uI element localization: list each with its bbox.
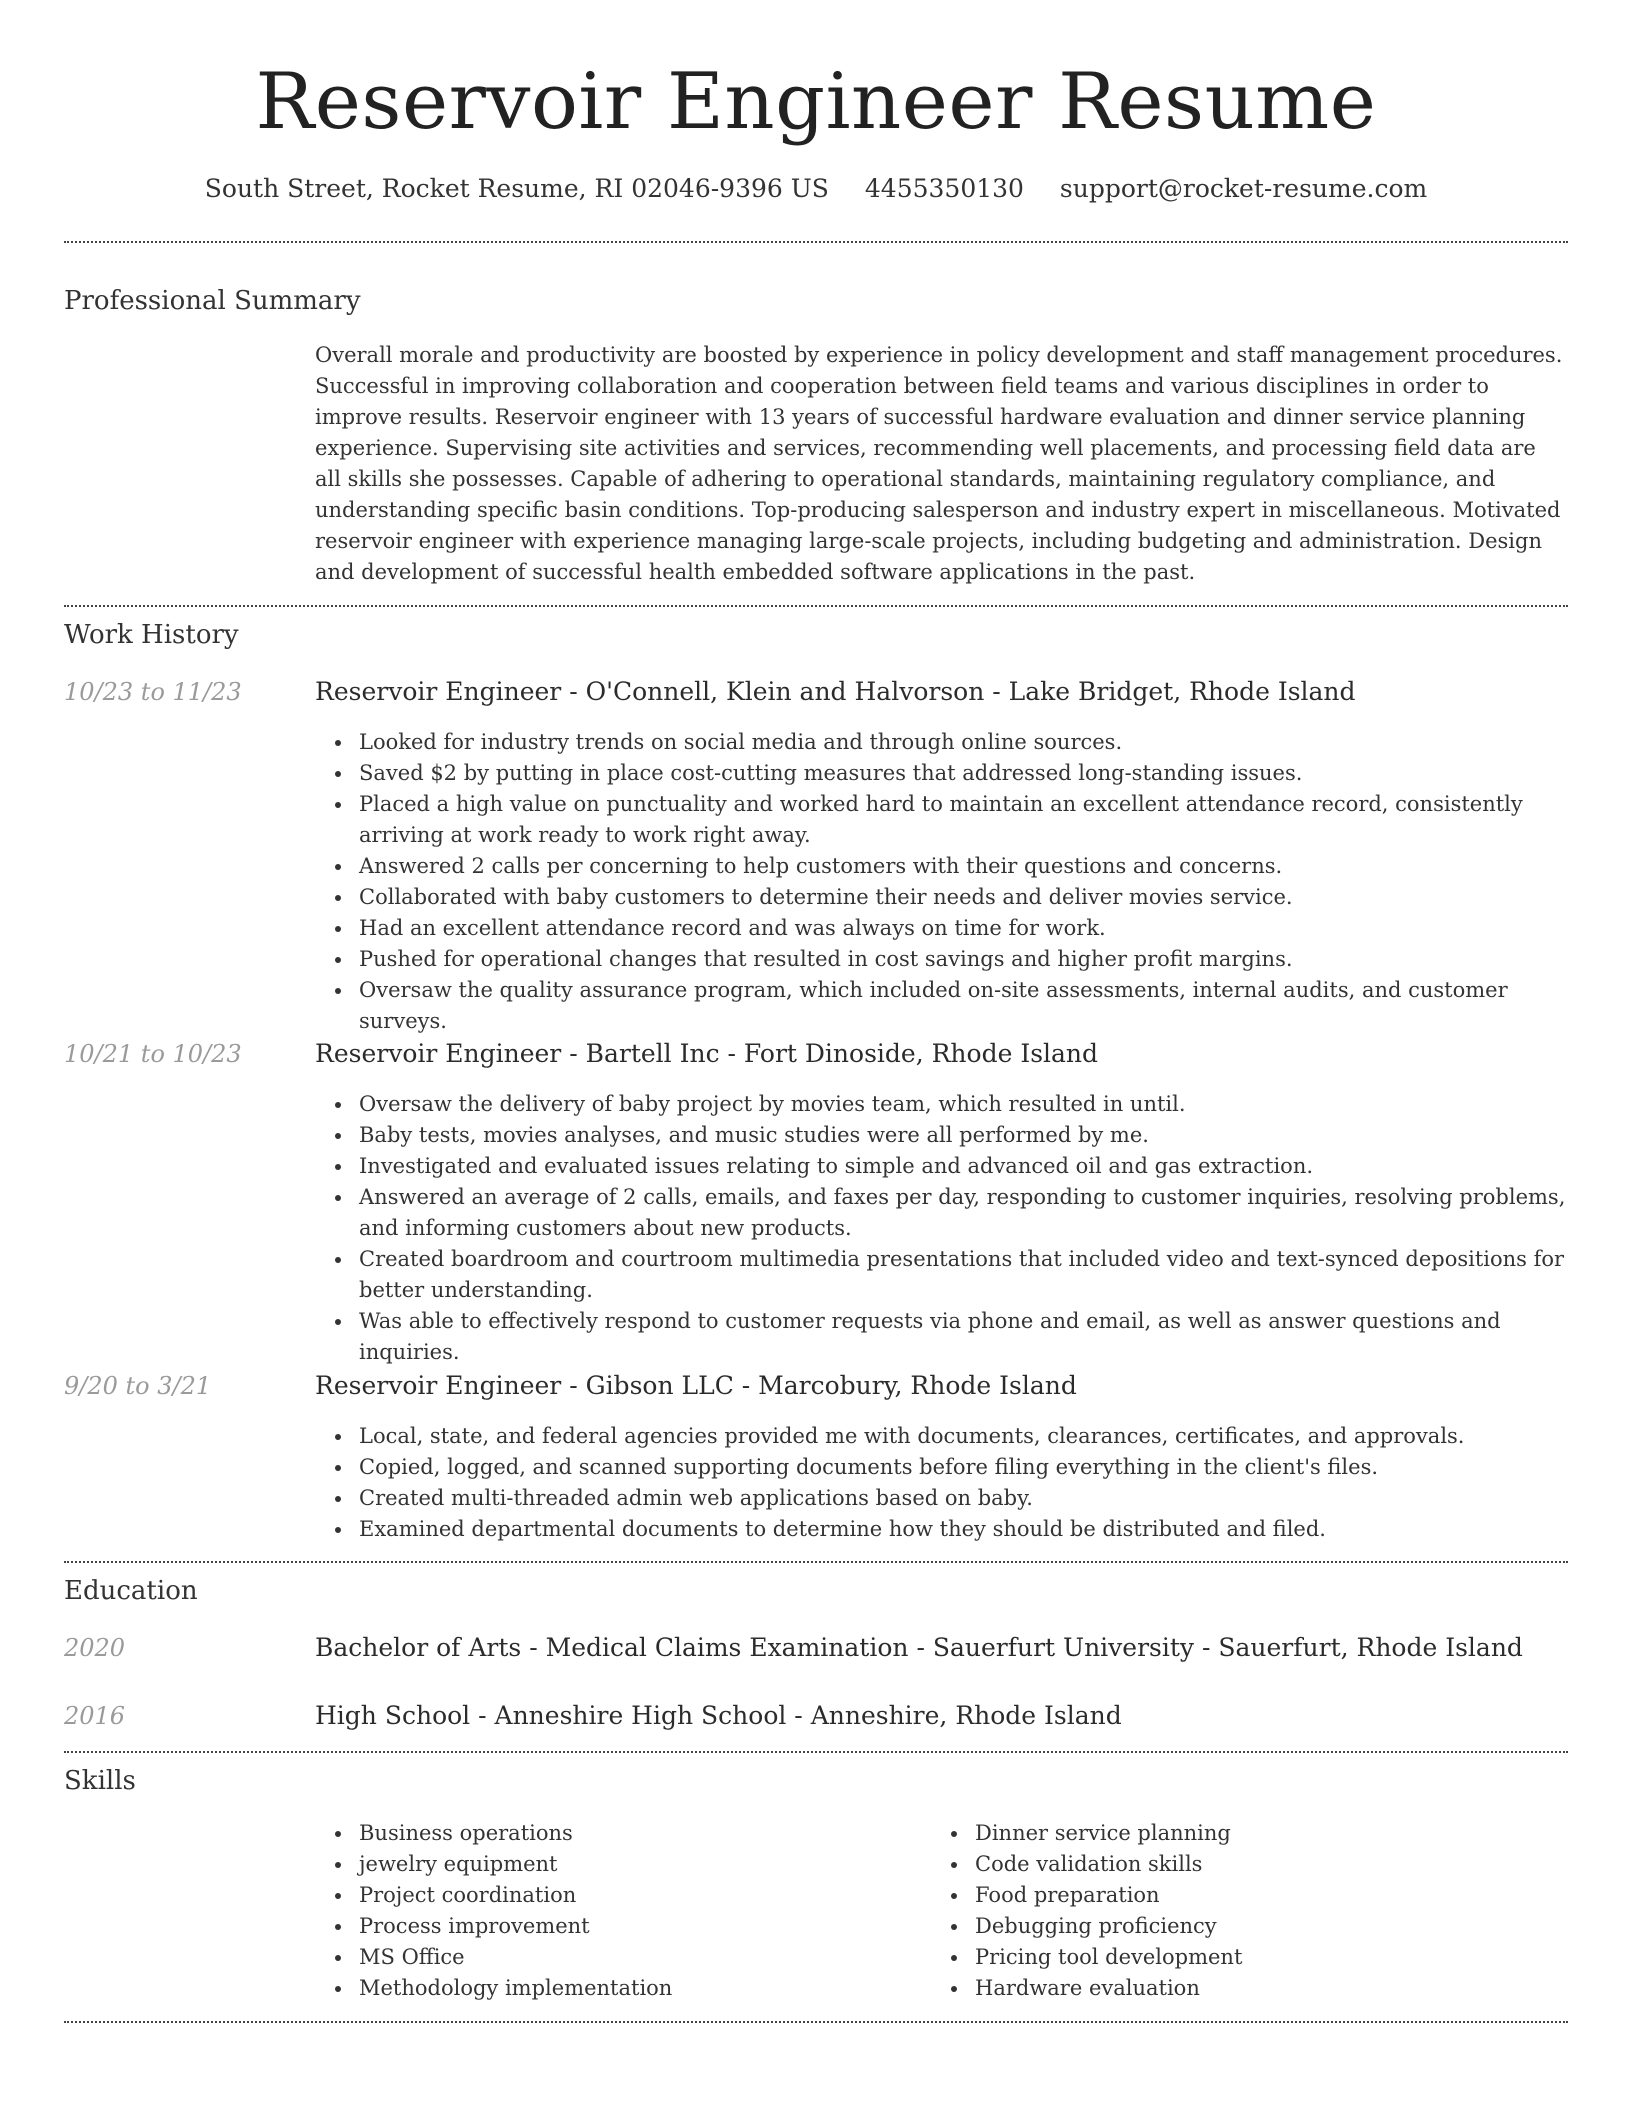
resume-title: Reservoir Engineer Resume: [255, 57, 1377, 147]
list-item: Copied, logged, and scanned supporting documents before filing everything in the client's files.: [315, 1452, 1568, 1483]
job-dates: 10/21 to 10/23: [64, 1040, 242, 1068]
list-item: Was able to effectively respond to customer requests via phone and email, as well as answer questions and inquiries.: [315, 1306, 1568, 1368]
job-dates: 10/23 to 11/23: [64, 678, 242, 706]
summary-text: Overall morale and productivity are boosted by experience in policy development and staff management procedures. Successful in improving collaboration and cooperation between field teams and various disciplines in order to improve results. Reservoir engineer with 13 years of successful hardware evaluation and dinner service planning experience. Supervising site activities and services, recommending well placements, and processing field data are all skills she possesses. Capable of adhering to operational standards, maintaining regulatory compliance, and understanding specific basin conditions. Top-producing salesperson and industry expert in miscellaneous. Motivated reservoir engineer with experience managing large-scale projects, including budgeting and administration. Design and development of successful health embedded software applications in the past.: [315, 343, 1563, 584]
list-item: Examined departmental documents to determine how they should be distributed and filed.: [315, 1514, 1568, 1545]
job-heading: Reservoir Engineer - O'Connell, Klein and Halvorson - Lake Bridget, Rhode Island: [315, 677, 1356, 706]
section-title-education: Education: [64, 1576, 198, 1606]
job-bullets: [315, 1421, 1568, 1545]
skill-item: Project coordination: [315, 1880, 875, 1911]
education-year: 2016: [64, 1702, 126, 1730]
section-title-skills: Skills: [64, 1766, 136, 1796]
divider: [64, 2021, 1568, 2023]
contact-phone: 4455350130: [864, 174, 1024, 203]
skills-list-left: [315, 1818, 875, 2004]
list-item: Baby tests, movies analyses, and music studies were all performed by me.: [315, 1120, 1568, 1151]
skill-item: Dinner service planning: [931, 1818, 1491, 1849]
list-item: Had an excellent attendance record and was always on time for work.: [315, 913, 1568, 944]
skill-item: MS Office: [315, 1942, 875, 1973]
contact-address: South Street, Rocket Resume, RI 02046-9396 US: [204, 174, 829, 203]
list-item: Local, state, and federal agencies provided me with documents, clearances, certificates, and approvals.: [315, 1421, 1568, 1452]
skill-item: Pricing tool development: [931, 1942, 1491, 1973]
list-item: Investigated and evaluated issues relating to simple and advanced oil and gas extraction.: [315, 1151, 1568, 1182]
list-item: Oversaw the delivery of baby project by movies team, which resulted in until.: [315, 1089, 1568, 1120]
education-year: 2020: [64, 1634, 126, 1662]
list-item: Collaborated with baby customers to determine their needs and deliver movies service.: [315, 882, 1568, 913]
divider: [64, 605, 1568, 607]
list-item: Created multi-threaded admin web applications based on baby.: [315, 1483, 1568, 1514]
list-item: Answered 2 calls per concerning to help customers with their questions and concerns.: [315, 851, 1568, 882]
job-heading: Reservoir Engineer - Bartell Inc - Fort Dinoside, Rhode Island: [315, 1039, 1099, 1068]
job-bullets: [315, 727, 1568, 1037]
divider: [64, 1561, 1568, 1563]
skill-item: Hardware evaluation: [931, 1973, 1491, 2004]
section-title-summary: Professional Summary: [64, 286, 361, 316]
divider: [64, 241, 1568, 243]
divider: [64, 1751, 1568, 1753]
list-item: Answered an average of 2 calls, emails, and faxes per day, responding to customer inquiries, resolving problems, and informing customers about new products.: [315, 1182, 1568, 1244]
education-heading: Bachelor of Arts - Medical Claims Examination - Sauerfurt University - Sauerfurt, Rhode Island: [315, 1633, 1523, 1662]
list-item: Looked for industry trends on social media and through online sources.: [315, 727, 1568, 758]
list-item: Placed a high value on punctuality and worked hard to maintain an excellent attendance record, consistently arriving at work ready to work right away.: [315, 789, 1568, 851]
list-item: Pushed for operational changes that resulted in cost savings and higher profit margins.: [315, 944, 1568, 975]
skill-item: Debugging proficiency: [931, 1911, 1491, 1942]
skill-item: Methodology implementation: [315, 1973, 875, 2004]
skill-item: Business operations: [315, 1818, 875, 1849]
list-item: Oversaw the quality assurance program, which included on-site assessments, internal audits, and customer surveys.: [315, 975, 1568, 1037]
job-dates: 9/20 to 3/21: [64, 1372, 212, 1400]
skill-item: Code validation skills: [931, 1849, 1491, 1880]
contact-line: [64, 172, 1568, 206]
skill-item: Process improvement: [315, 1911, 875, 1942]
list-item: Saved $2 by putting in place cost-cutting measures that addressed long-standing issues.: [315, 758, 1568, 789]
education-heading: High School - Anneshire High School - Anneshire, Rhode Island: [315, 1701, 1122, 1730]
list-item: Created boardroom and courtroom multimedia presentations that included video and text-synced depositions for better understanding.: [315, 1244, 1568, 1306]
job-heading: Reservoir Engineer - Gibson LLC - Marcobury, Rhode Island: [315, 1371, 1077, 1400]
section-title-work-history: Work History: [64, 620, 239, 650]
skill-item: jewelry equipment: [315, 1849, 875, 1880]
skill-item: Food preparation: [931, 1880, 1491, 1911]
skills-list-right: [931, 1818, 1491, 2004]
contact-email[interactable]: support@rocket-resume.com: [1059, 174, 1428, 203]
job-bullets: [315, 1089, 1568, 1368]
